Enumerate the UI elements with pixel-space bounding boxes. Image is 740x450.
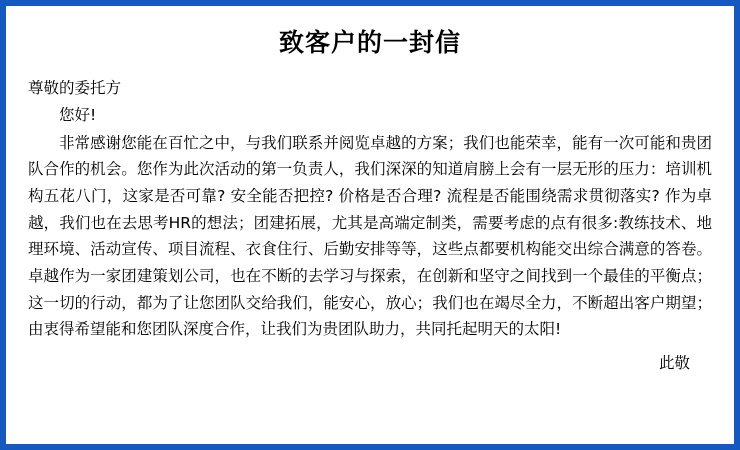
greeting-line: 您好! (59, 105, 97, 124)
salutation-line: 尊敬的委托方 (28, 79, 122, 97)
letter-content (6, 6, 734, 444)
closing-line: 此敬 (658, 353, 690, 372)
body-paragraph: 非常感谢您能在百忙之中，与我们联系并阅览卓越的方案；我们也能荣幸，能有一次可能和贵团队合作的机会。您作为此次活动的第一负责人，我们深深的知道肩膀上会有一层无形的压力：培训机构五花八门，这家是否可靠? 安全能否把控? 价格是否合理? 流程是否能围绕需求贯彻落实? 作为卓越，我们也在去思考HR的想法；团建拓展，尤其是高端定制类，需要考虑的点有很多:教练技术、地理环境、活动宣传、项目流程、衣食住行、后勤安排等等，这些点都要机构能交出综合满意的答卷。卓越作为一家团建策划公司，也在不断的去学习与探索，在创新和坚守之间找到一个最佳的平衡点；这一切的行动，都为了让您团队交给我们，能安心，放心；我们也在竭尽全力，不断超出客户期望；由衷得希望能和您团队深度合作，让我们为贵团队助力，共同托起明天的太阳! (28, 133, 712, 339)
page-title: 致客户的一封信 (278, 28, 461, 57)
